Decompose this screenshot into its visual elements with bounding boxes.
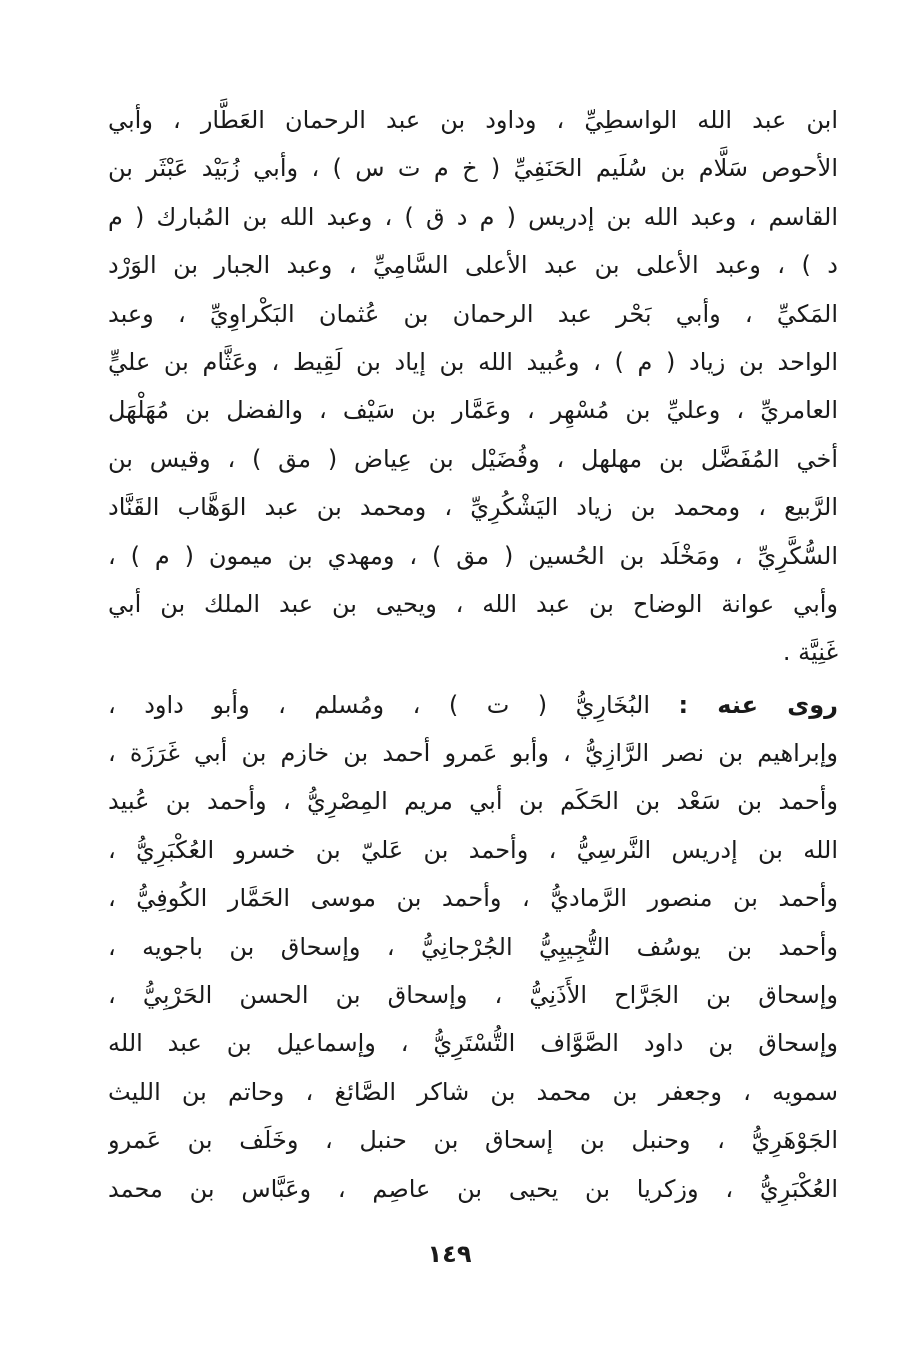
body-text [108, 96, 838, 1213]
text-line: الله بن إدريس النَّرسِيُّ ، وأحمد بن عَليّ بن خسرو العُكْبَرِيُّ ، [108, 835, 838, 864]
text-line: وأحمد بن منصور الرَّماديُّ ، وأحمد بن موسى الحَمَّار الكُوفِيُّ ، [108, 884, 838, 913]
text-line: العُكْبَرِيُّ ، وزكريا بن يحيى بن عاصِم ، وعَبَّاس بن محمد [108, 1174, 838, 1203]
text-line: الواحد بن زياد ( م ) ، وعُبيد الله بن إياد بن لَقِيط ، وعَثَّام بن عليٍّ [108, 347, 838, 376]
narrators-first-line: البُخَارِيُّ ( ت ) ، ومُسلم ، وأبو داود ، [108, 690, 651, 719]
narrators-lead: روى عنه : [678, 690, 838, 719]
text-line: وأحمد بن يوسُف التُّجِيبِيُّ الجُرْجانِيُّ ، وإسحاق بن باجويه ، [108, 932, 838, 961]
text-line: الجَوْهَرِيُّ ، وحنبل بن إسحاق بن حنبل ، وخَلَف بن عَمرو [108, 1126, 838, 1155]
text-line: وأحمد بن سَعْد بن الحَكَم بن أبي مريم المِصْرِيُّ ، وأحمد بن عُبيد [108, 787, 838, 816]
text-line: سمويه ، وجعفر بن محمد بن شاكر الصَّائغ ، وحاتم بن الليث [108, 1077, 838, 1106]
text-line: د ) ، وعبد الأعلى بن عبد الأعلى السَّامِيِّ ، وعبد الجبار بن الوَرْد [108, 251, 838, 280]
text-line: الأحوص سَلَّام بن سُلَيم الحَنَفِيِّ ( خ م ت س ) ، وأبي زُبَيْد عَبْثَر بن [108, 154, 838, 183]
text-line: العامريِّ ، وعليِّ بن مُسْهِر ، وعَمَّار بن سَيْف ، والفضل بن مُهَلْهَل [108, 396, 838, 425]
text-line: غَنِيَّة . [782, 638, 838, 667]
text-line: وإبراهيم بن نصر الرَّازِيُّ ، وأبو عَمرو أحمد بن خازم بن أبي غَرَزَة ، [108, 739, 838, 768]
text-line: وإسحاق بن داود الصَّوَّاف التُّسْتَرِيُّ ، وإسماعيل بن عبد الله [108, 1029, 838, 1058]
text-line: وأبي عوانة الوضاح بن عبد الله ، ويحيى بن عبد الملك بن أبي [108, 589, 838, 618]
text-line: القاسم ، وعبد الله بن إدريس ( م د ق ) ، وعبد الله بن المُبارك ( م [108, 202, 838, 231]
text-line: ابن عبد الله الواسطِيِّ ، وداود بن عبد الرحمان العَطَّار ، وأبي [108, 106, 838, 134]
text-line: أخي المُفَضَّل بن مهلهل ، وفُضَيْل بن عِياض ( مق ) ، وقيس بن [108, 444, 838, 473]
text-line: وإسحاق بن الجَرَّاح الأَذَنِيُّ ، وإسحاق بن الحسن الحَرْبِيُّ ، [108, 981, 838, 1010]
narrators-heading-line [108, 681, 838, 729]
text-line: المَكيِّ ، وأبي بَحْر عبد الرحمان بن عُثمان البَكْراوِيِّ ، وعبد [108, 299, 838, 328]
text-line: السُّكَّرِيِّ ، ومَخْلَد بن الحُسين ( مق ) ، ومهدي بن ميمون ( م ) ، [108, 541, 838, 570]
page-number: ١٤٩ [427, 1240, 472, 1268]
text-line: الرَّبيع ، ومحمد بن زياد اليَشْكُرِيِّ ، ومحمد بن عبد الوَهَّاب القَنَّاد [108, 493, 838, 522]
